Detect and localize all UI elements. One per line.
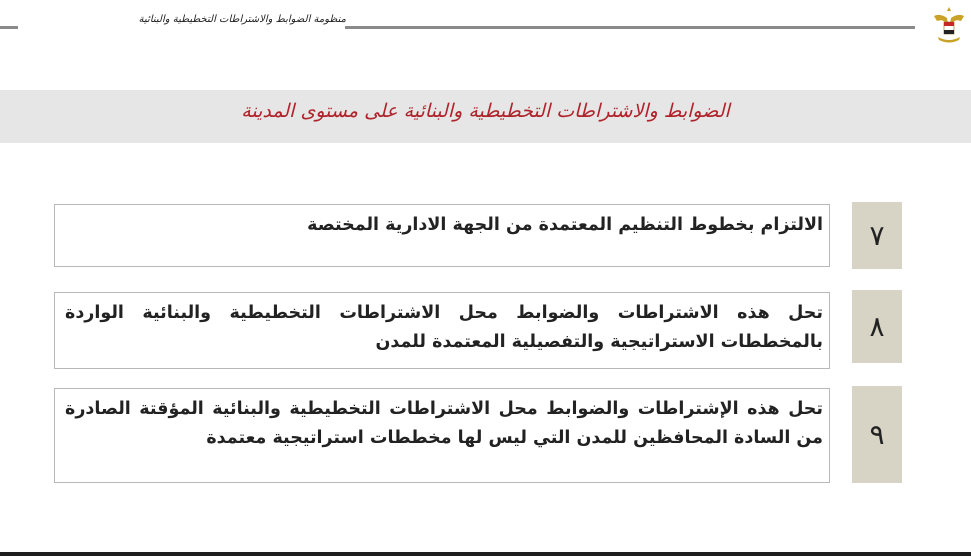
- header-caption: منظومة الضوابط والاشتراطات التخطيطية والبنائية: [138, 14, 346, 25]
- item-number: ٩: [852, 386, 902, 483]
- item-text: تحل هذه الإشتراطات والضوابط محل الاشتراطات التخطيطية والبنائية المؤقتة الصادرة من السادة المحافظين للمدن التي ليس لها مخططات استراتيجية معتمدة: [54, 388, 830, 483]
- item-text: تحل هذه الاشتراطات والضوابط محل الاشتراطات التخطيطية والبنائية الواردة بالمخططات الاستراتيجية والتفصيلية المعتمدة للمدن: [54, 292, 830, 369]
- page-title: الضوابط والاشتراطات التخطيطية والبنائية على مستوى المدينة: [241, 100, 730, 122]
- item-text: الالتزام بخطوط التنظيم المعتمدة من الجهة الادارية المختصة: [54, 204, 830, 267]
- bottom-bar: [0, 552, 971, 556]
- item-number: ٨: [852, 290, 902, 363]
- header-rule-left: [0, 26, 18, 29]
- item-number: ٧: [852, 202, 902, 269]
- header-rule-right: [345, 26, 915, 29]
- title-band: [0, 90, 971, 143]
- egypt-eagle-emblem-icon: [932, 4, 966, 44]
